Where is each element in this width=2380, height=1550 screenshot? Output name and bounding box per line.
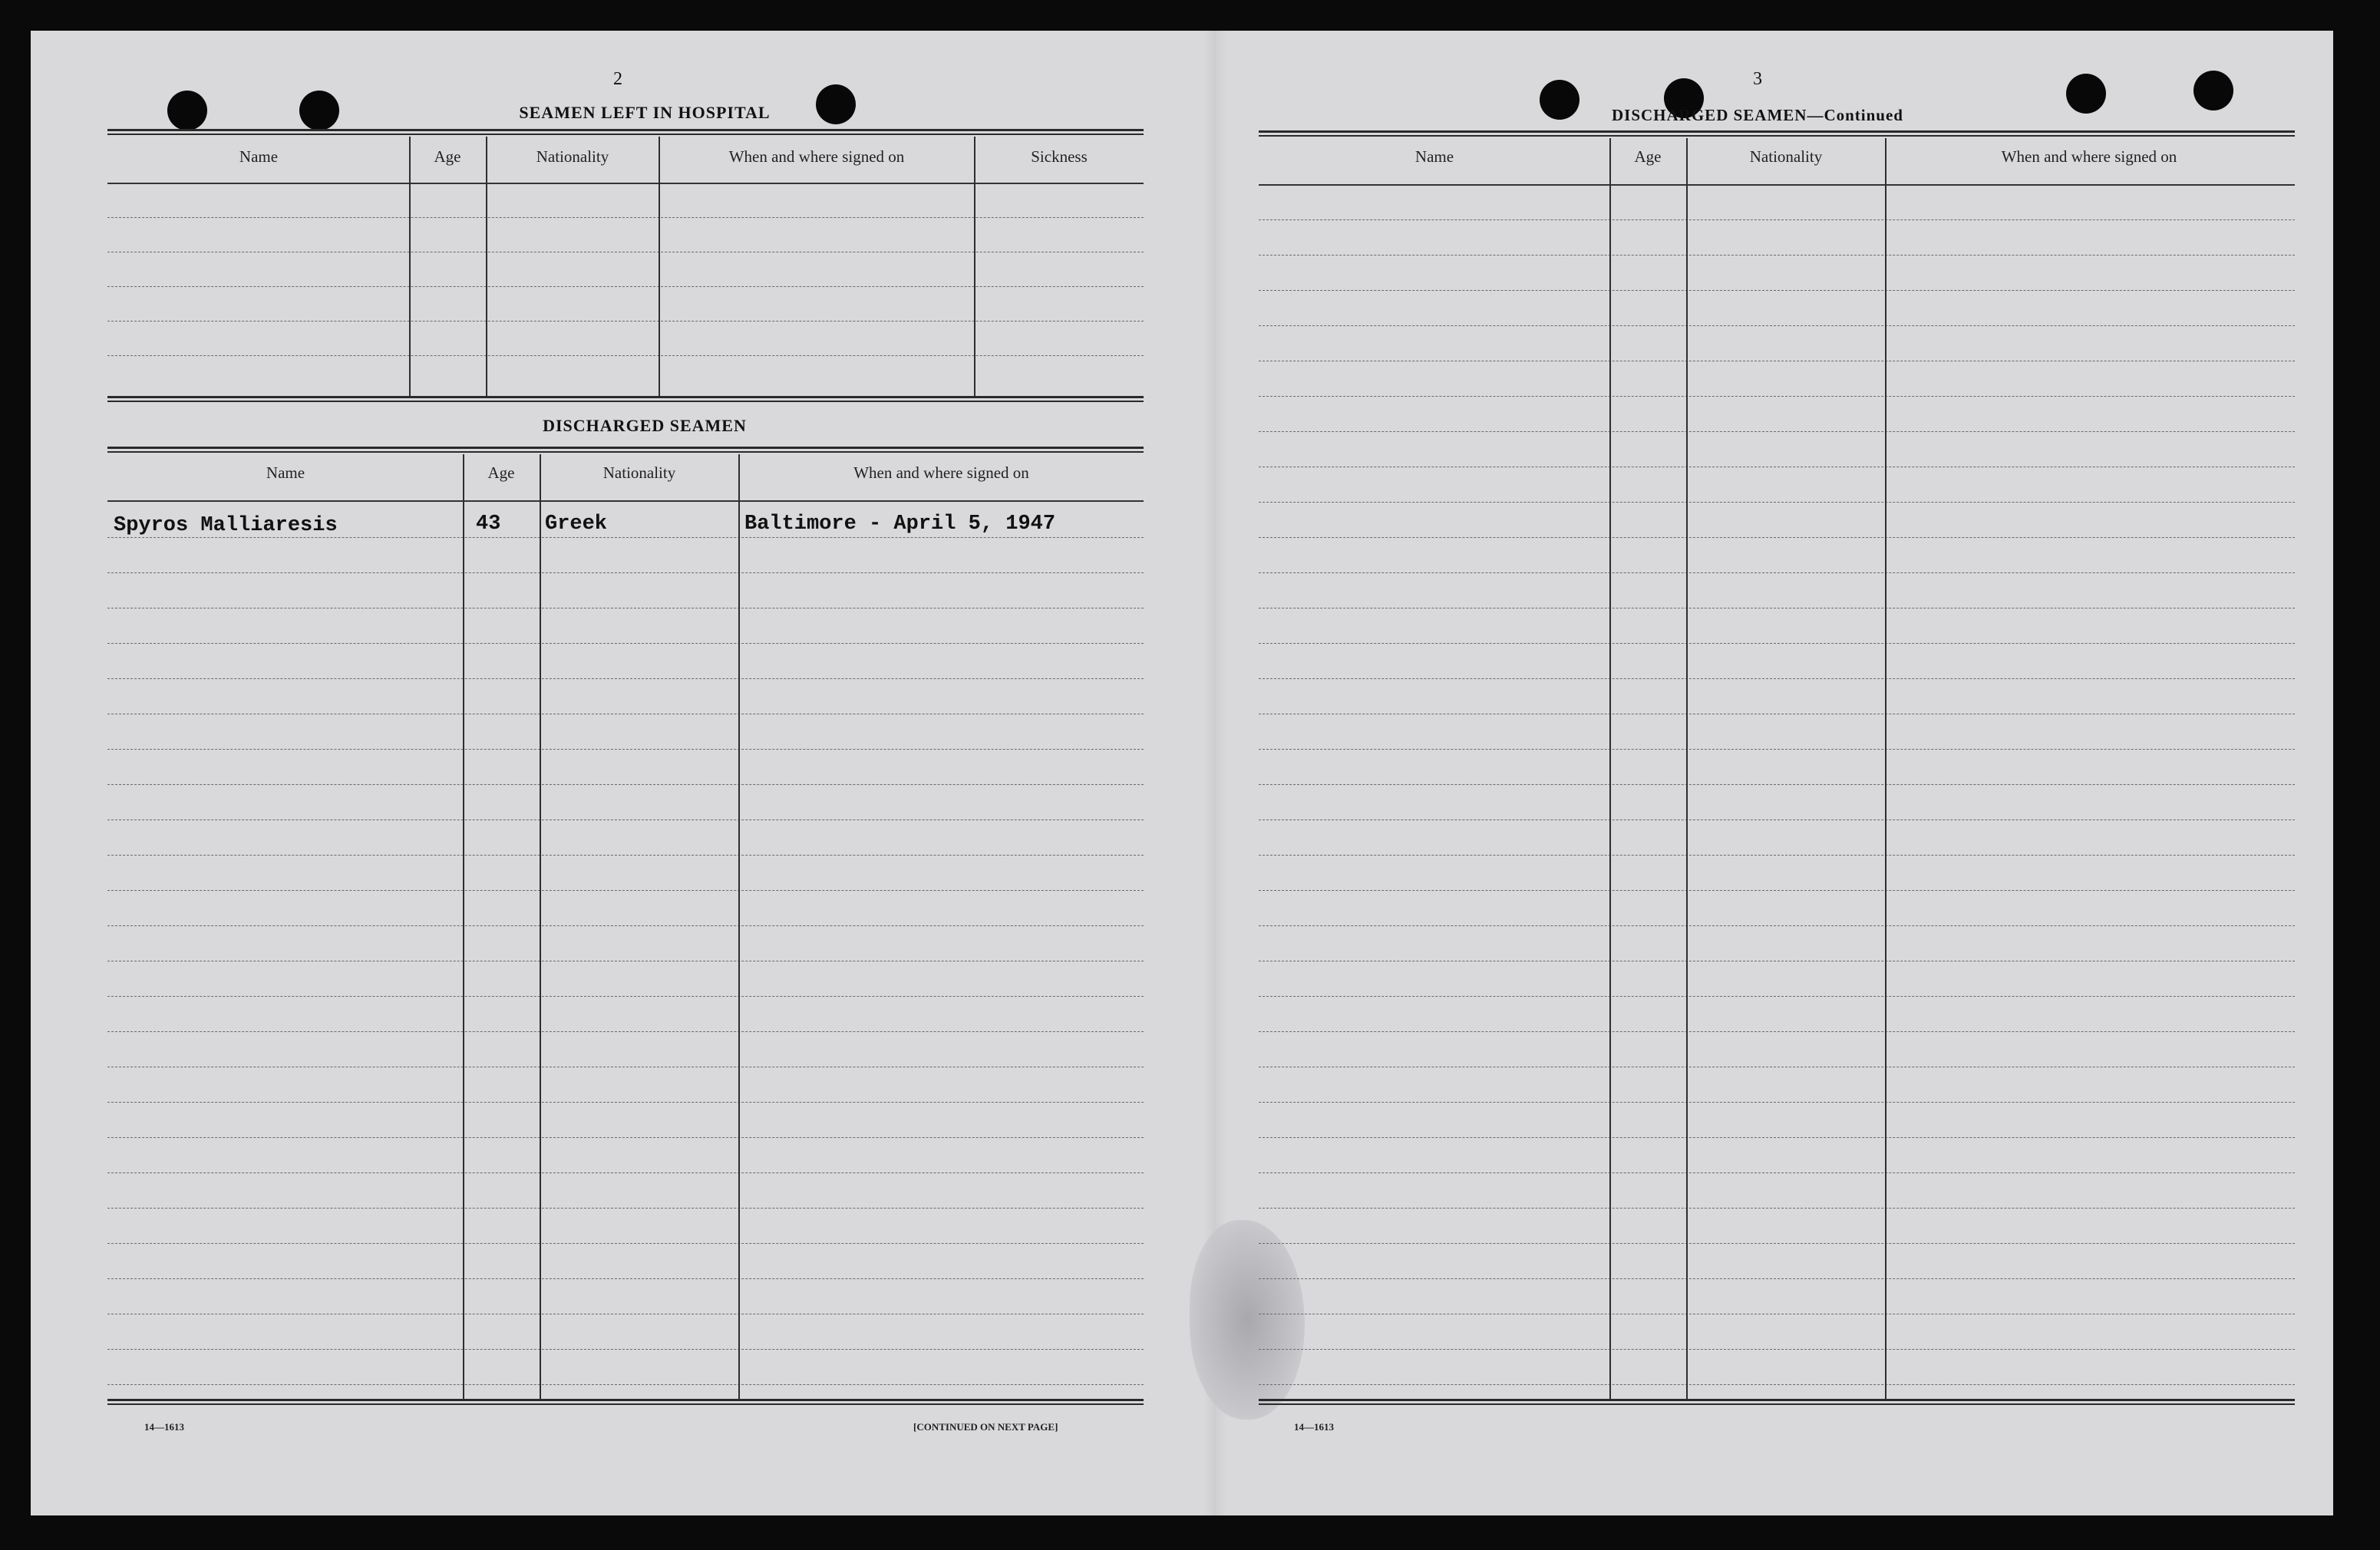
ruled-line [1259, 1031, 2295, 1032]
ruled-line [107, 1137, 1144, 1138]
ruled-line [107, 321, 1144, 322]
column-header-nationality: Nationality [536, 147, 609, 166]
column-divider [1885, 138, 1887, 1400]
ruled-line [107, 355, 1144, 356]
punch-hole [299, 91, 339, 130]
seaman-age: 43 [476, 513, 501, 536]
section-rule [107, 447, 1144, 453]
ruled-line [107, 643, 1144, 644]
ruled-line [107, 890, 1144, 891]
section-rule [107, 396, 1144, 402]
column-header-nationality: Nationality [602, 463, 676, 482]
ruled-line [107, 925, 1144, 926]
ruled-line [1259, 1102, 2295, 1103]
column-divider [486, 137, 487, 396]
section-rule [107, 1399, 1144, 1405]
seaman-nationality: Greek [545, 513, 608, 536]
column-header-age: Age [1634, 147, 1662, 166]
column-header-age: Age [487, 463, 515, 482]
punch-hole [2066, 74, 2106, 114]
ruled-line [1259, 572, 2295, 573]
ruled-line [1259, 290, 2295, 291]
punch-hole [2193, 71, 2233, 110]
column-divider [1609, 138, 1611, 1400]
column-header-name: Name [239, 147, 279, 166]
ruled-line [1259, 749, 2295, 750]
column-divider [659, 137, 660, 396]
ruled-line [107, 217, 1144, 218]
column-header-signed-on: When and where signed on [853, 463, 1029, 482]
section-rule [1259, 1399, 2295, 1405]
ruled-line [107, 784, 1144, 785]
seaman-name: Spyros Malliaresis [114, 514, 338, 537]
column-header-sickness: Sickness [1031, 147, 1088, 166]
ruled-line [107, 678, 1144, 679]
header-underline [107, 183, 1144, 184]
form-number: 14—1613 [144, 1421, 184, 1433]
column-header-age: Age [434, 147, 461, 166]
ruled-line [1259, 1278, 2295, 1279]
column-divider [738, 454, 740, 1400]
ruled-line [1259, 855, 2295, 856]
ruled-line [1259, 1243, 2295, 1244]
ruled-line [1259, 1384, 2295, 1385]
ruled-line [1259, 1208, 2295, 1209]
ruled-line [107, 749, 1144, 750]
header-underline [107, 500, 1144, 502]
page-number: 3 [1753, 69, 1762, 89]
ruled-line [1259, 325, 2295, 326]
ruled-line [107, 1243, 1144, 1244]
ruled-line [1259, 1349, 2295, 1350]
ruled-line [1259, 255, 2295, 256]
column-header-name: Name [266, 463, 305, 482]
ruled-line [1259, 643, 2295, 644]
seaman-signed-on: Baltimore - April 5, 1947 [744, 513, 1056, 536]
discharged-section-title: DISCHARGED SEAMEN [543, 416, 747, 435]
hospital-section-title: SEAMEN LEFT IN HOSPITAL [519, 103, 771, 122]
section-rule [107, 129, 1144, 135]
ruled-line [1259, 925, 2295, 926]
right-section-title: DISCHARGED SEAMEN—Continued [1612, 106, 1903, 124]
column-header-nationality: Nationality [1749, 147, 1823, 166]
ruled-line [107, 996, 1144, 997]
ruled-line [1259, 219, 2295, 220]
header-underline [1259, 184, 2295, 186]
ruled-line [1259, 784, 2295, 785]
document-sheet [31, 31, 2333, 1515]
ruled-line [1259, 502, 2295, 503]
ruled-line [107, 855, 1144, 856]
page-number: 2 [613, 69, 622, 89]
column-header-name: Name [1414, 147, 1454, 166]
continued-note: [CONTINUED ON NEXT PAGE] [913, 1421, 1058, 1433]
ruled-line [107, 1384, 1144, 1385]
column-divider [1686, 138, 1688, 1400]
form-number: 14—1613 [1294, 1421, 1334, 1433]
ruled-line [107, 1208, 1144, 1209]
ruled-line [1259, 431, 2295, 432]
ruled-line [107, 1349, 1144, 1350]
column-divider [409, 137, 411, 396]
ruled-line [107, 572, 1144, 573]
ruled-line [1259, 1172, 2295, 1173]
column-divider [463, 454, 464, 1400]
punch-hole [167, 91, 207, 130]
ruled-line [107, 537, 1144, 538]
ruled-line [1259, 396, 2295, 397]
column-divider [540, 454, 541, 1400]
ruled-line [107, 1102, 1144, 1103]
ruled-line [1259, 1137, 2295, 1138]
column-divider [974, 137, 975, 396]
ruled-line [107, 1172, 1144, 1173]
column-header-signed-on: When and where signed on [728, 147, 905, 166]
ruled-line [1259, 537, 2295, 538]
ruled-line [1259, 678, 2295, 679]
column-header-signed-on: When and where signed on [2001, 147, 2177, 166]
paper-stain [1190, 1220, 1305, 1420]
ruled-line [1259, 996, 2295, 997]
ruled-line [107, 286, 1144, 287]
ruled-line [107, 1031, 1144, 1032]
ruled-line [107, 1278, 1144, 1279]
ruled-line [1259, 890, 2295, 891]
section-rule [1259, 130, 2295, 137]
